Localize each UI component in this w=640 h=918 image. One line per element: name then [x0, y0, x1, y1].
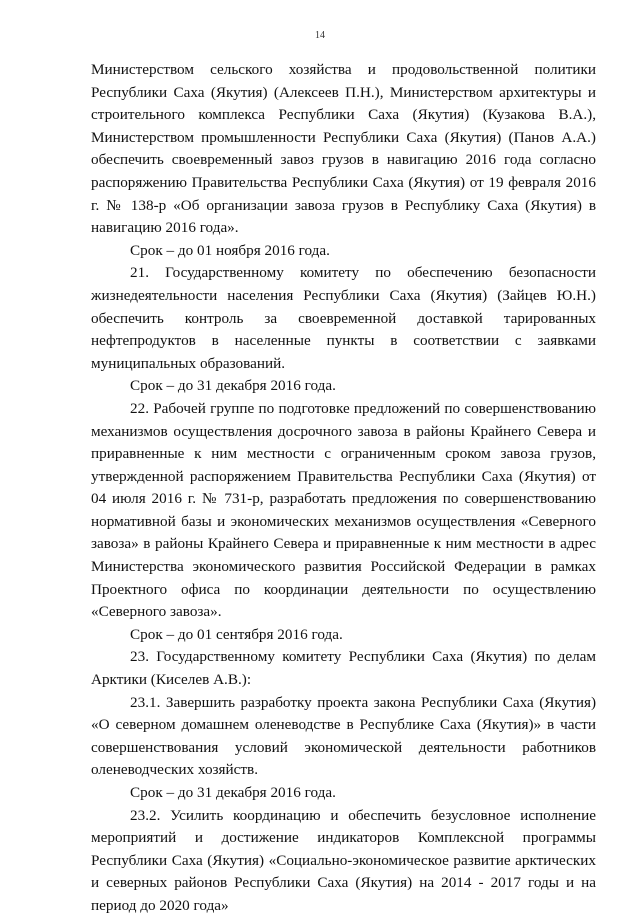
deadline-text: Срок – до 31 декабря 2016 года. [130, 377, 336, 395]
page-number: 14 [315, 30, 325, 41]
item-23: 23. Государственному комитету Республики Саха (Якутия) по делам Арктики (Киселев А.В.): [91, 648, 596, 689]
document-body [91, 59, 596, 918]
item-22: 22. Рабочей группе по подготовке предложений по совершенствованию механизмов осуществления досрочного завоза в районы Крайнего Севера и приравненные к ним местности с ограниченным сроком завоза грузов, утвержденной распоряжением Правительства Республики Саха (Якутия) от 04 июля 2016 г. № 731-р, разработать предложения по совершенствованию нормативной базы и экономических механизмов осуществления «Северного завоза» в районы Крайнего Севера и приравненные к ним местности в адрес Министерства экономического развития Российской Федерации в рамках Проектного офиса по координации деятельности по осуществлению «Северного завоза». [91, 399, 596, 621]
item-21: 21. Государственному комитету по обеспечению безопасности жизнедеятельности населения Республики Саха (Якутия) (Зайцев Ю.Н.) обеспечить контроль за своевременной доставкой тарированных нефтепродуктов в населенные пункты в соответствии с заявками муниципальных образований. [91, 264, 596, 372]
item-23-2: 23.2. Усилить координацию и обеспечить безусловное исполнение мероприятий и достижение индикаторов Комплексной программы Республики Саха (Якутия) «Социально-экономическое развитие арктических и северных районов Республики Саха (Якутия) на 2014 - 2017 годы и на период до 2020 года» [91, 806, 596, 914]
item-23-1: 23.1. Завершить разработку проекта закона Республики Саха (Якутия) «О северном домашнем оленеводстве в Республике Саха (Якутия)» в части совершенствования условий экономической деятельности работников оленеводческих хозяйств. [91, 693, 596, 779]
deadline-text: Срок – до 01 сентября 2016 года. [130, 625, 343, 643]
deadline-text: Срок – до 01 ноября 2016 года. [130, 241, 330, 259]
deadline-text: Срок – до 31 декабря 2016 года. [130, 784, 336, 801]
paragraph-continuation: Министерством сельского хозяйства и продовольственной политики Республики Саха (Якутия) (Алексеев П.Н.), Министерством архитектуры и строительного комплекса Республики Саха (Якутия) (Кузакова В.А.), Министерством промышленности Республики Саха (Якутия) (Панов А.А.) обеспечить своевременный завоз грузов в навигацию 2016 года согласно распоряжению Правительства Республики Саха (Якутия) от 19 февраля 2016 г. № 138-р «Об организации завоза грузов в Республику Саха (Якутия) в навигацию 2016 года». [91, 61, 596, 237]
